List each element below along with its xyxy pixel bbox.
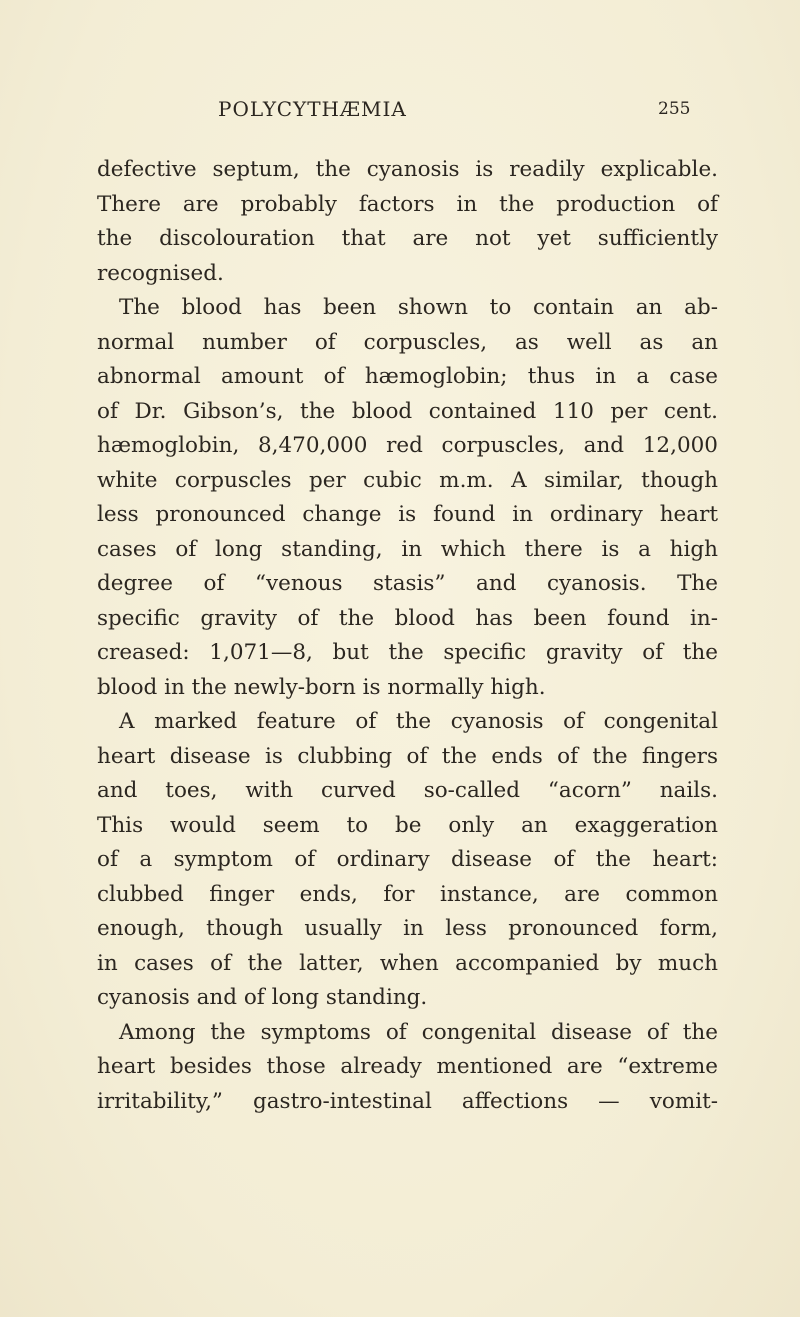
text-line: in cases of the latter, when accompanied by much bbox=[97, 950, 718, 976]
text-line: hæmoglobin, 8,470,000 red corpuscles, and 12,000 bbox=[97, 433, 718, 458]
text-line: clubbed finger ends, for instance, are common bbox=[97, 881, 718, 907]
text-line: enough, though usually in less pronounced form, bbox=[97, 916, 718, 941]
page-header bbox=[218, 97, 718, 127]
text-line: Among the symptoms of congenital disease of the bbox=[119, 1019, 718, 1045]
text-line: cyanosis and of long standing. bbox=[97, 985, 428, 1010]
text-line: of Dr. Gibson’s, the blood contained 110 per cent. bbox=[97, 398, 718, 424]
text-line: degree of “venous stasis” and cyanosis. The bbox=[97, 571, 718, 596]
text-line: The blood has been shown to contain an ab- bbox=[119, 295, 718, 320]
text-line: recognised. bbox=[97, 260, 224, 286]
text-line: white corpuscles per cubic m.m. A similar, though bbox=[97, 467, 718, 493]
text-line: of a symptom of ordinary disease of the heart: bbox=[97, 847, 718, 872]
text-line: abnormal amount of hæmoglobin; thus in a case bbox=[97, 364, 718, 389]
text-line: blood in the newly-born is normally high. bbox=[97, 674, 546, 700]
text-line: cases of long standing, in which there is a high bbox=[97, 536, 718, 562]
text-line: defective septum, the cyanosis is readily explicable. bbox=[97, 157, 718, 182]
text-line: There are probably factors in the production of bbox=[97, 191, 718, 217]
body-text bbox=[97, 153, 718, 1119]
text-line: and toes, with curved so-called “acorn” nails. bbox=[97, 778, 718, 803]
page-number: 255 bbox=[658, 99, 691, 119]
running-title: POLYCYTHÆMIA bbox=[218, 97, 407, 121]
text-line: heart disease is clubbing of the ends of the fingers bbox=[97, 743, 718, 769]
text-line: less pronounced change is found in ordinary heart bbox=[97, 502, 718, 527]
text-line: A marked feature of the cyanosis of congenital bbox=[119, 709, 718, 734]
text-line: irritability,” gastro-intestinal affections — vomit- bbox=[97, 1088, 718, 1114]
text-line: the discolouration that are not yet sufficiently bbox=[97, 226, 718, 251]
text-line: specific gravity of the blood has been found in- bbox=[97, 605, 718, 631]
text-line: creased: 1,071—8, but the specific gravity of the bbox=[97, 640, 718, 665]
text-line: This would seem to be only an exaggeration bbox=[97, 812, 718, 838]
text-line: heart besides those already mentioned are “extreme bbox=[97, 1054, 718, 1079]
text-line: normal number of corpuscles, as well as an bbox=[97, 329, 718, 355]
